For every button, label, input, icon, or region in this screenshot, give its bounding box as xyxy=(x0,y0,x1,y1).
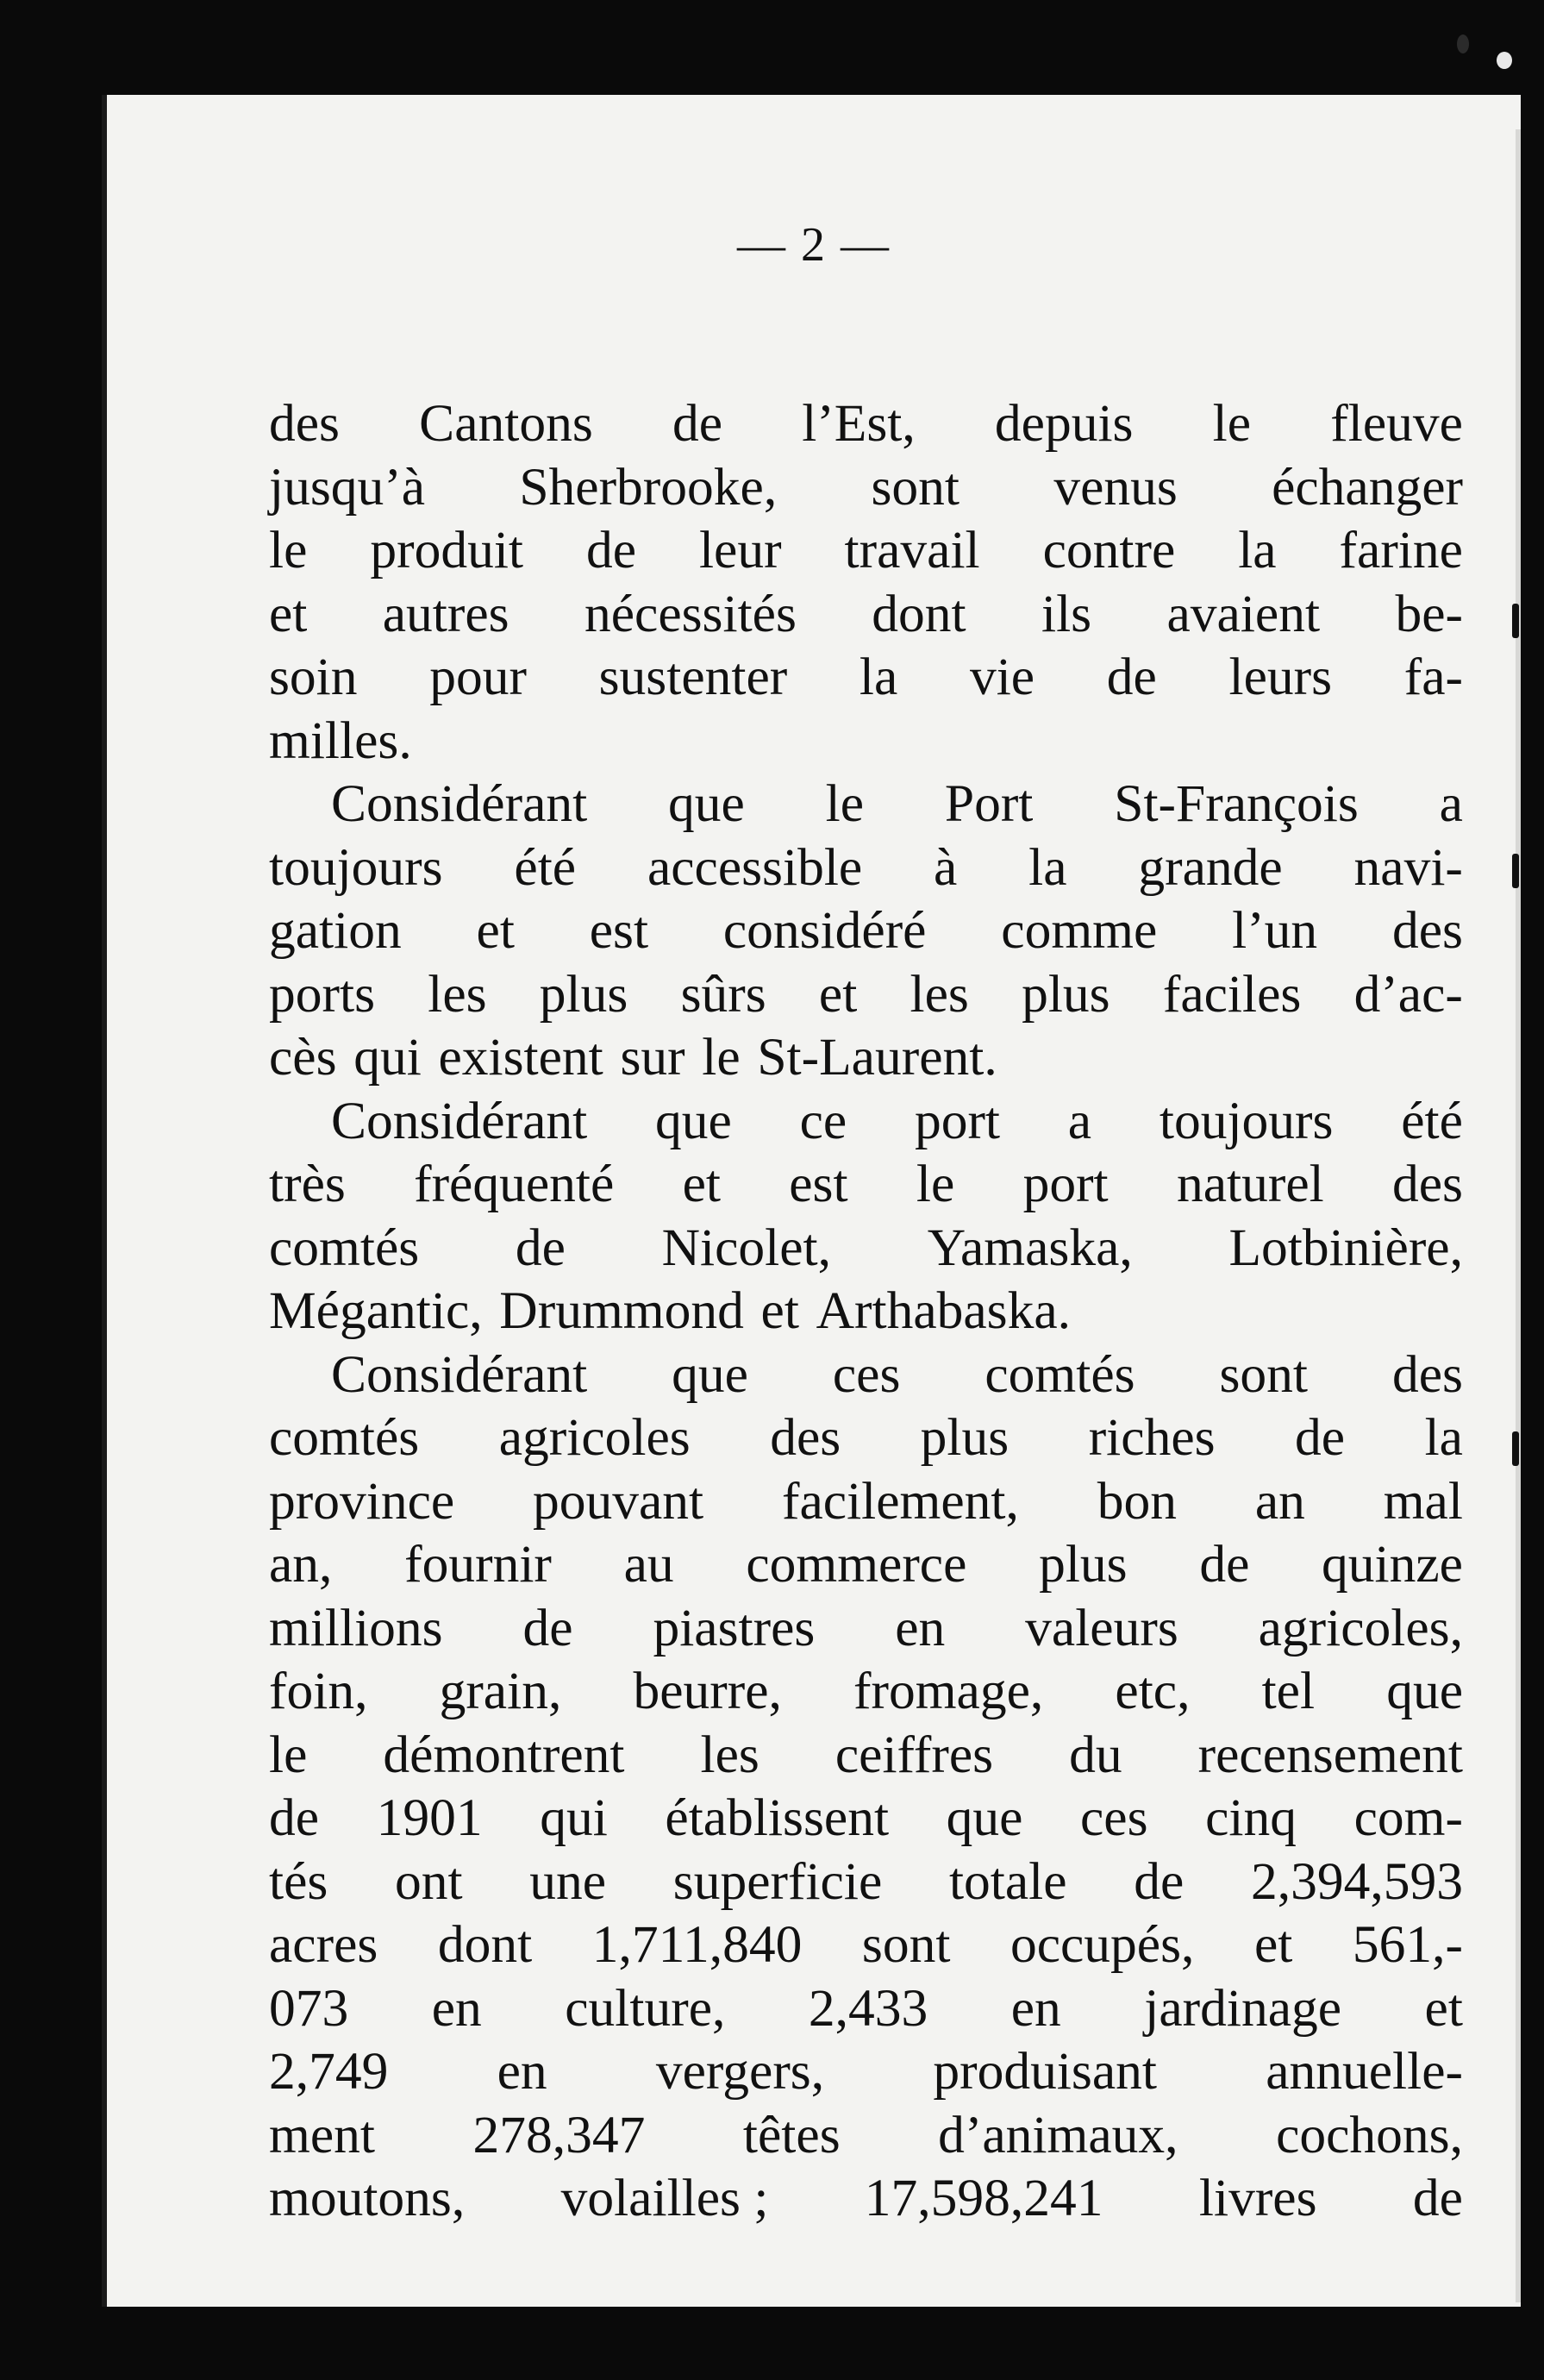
word: agricoles xyxy=(498,1408,691,1467)
word: des xyxy=(269,394,340,453)
word: sur xyxy=(620,1028,685,1087)
word: les xyxy=(428,964,487,1024)
word: et xyxy=(818,964,858,1024)
word: riches xyxy=(1088,1408,1216,1467)
word: culture, xyxy=(565,1978,726,2038)
word: depuis xyxy=(994,394,1134,453)
word: que xyxy=(668,774,745,833)
word: a xyxy=(1067,1091,1092,1150)
word: ces xyxy=(1080,1788,1148,1847)
text-line xyxy=(269,392,1463,456)
word: le xyxy=(269,1725,308,1784)
word: de xyxy=(1199,1535,1250,1594)
word: les xyxy=(700,1725,759,1784)
word: volailles ; xyxy=(560,2169,769,2227)
word: St-François xyxy=(1114,774,1359,833)
word: les xyxy=(910,964,969,1024)
word: 17,598,241 xyxy=(864,2169,1103,2227)
word: de xyxy=(1295,1408,1346,1467)
word: en xyxy=(497,2042,547,2101)
word: sont xyxy=(861,1915,951,1974)
text-line xyxy=(269,1597,1463,1661)
word: très xyxy=(269,1155,346,1213)
word: et xyxy=(1424,1978,1463,2038)
word: que xyxy=(1386,1662,1463,1720)
word: têtes xyxy=(742,2105,841,2164)
word: venus xyxy=(1053,457,1178,517)
word: au xyxy=(623,1535,674,1594)
word: et xyxy=(682,1155,721,1213)
word: le xyxy=(702,1028,741,1087)
word: le xyxy=(1212,394,1252,453)
word: d’animaux, xyxy=(938,2105,1178,2164)
word: gation xyxy=(269,901,402,960)
word: qui xyxy=(353,1028,422,1087)
word: de xyxy=(269,1788,320,1847)
page-edge xyxy=(1516,129,1521,2302)
word: des xyxy=(1391,901,1463,960)
word: ment xyxy=(269,2105,375,2164)
word: ceiffres xyxy=(835,1725,994,1784)
word: fleuve xyxy=(1330,394,1463,453)
text-line xyxy=(269,2104,1463,2168)
word: la xyxy=(1028,837,1067,897)
word: piastres xyxy=(653,1598,816,1657)
word: millions xyxy=(269,1598,443,1657)
text-line xyxy=(269,1533,1463,1597)
word: est xyxy=(589,901,649,960)
word: naturel xyxy=(1176,1155,1324,1213)
word: superficie xyxy=(672,1851,883,1911)
word: vergers, xyxy=(655,2042,825,2101)
word: Arthabaska. xyxy=(816,1281,1072,1340)
word: de xyxy=(522,1598,573,1657)
word: commerce xyxy=(746,1535,967,1594)
word: pouvant xyxy=(533,1471,704,1531)
word: soin xyxy=(269,648,358,706)
scan-speck xyxy=(1512,604,1519,638)
word: été xyxy=(514,837,577,897)
word: cès xyxy=(269,1028,337,1087)
text-line xyxy=(269,1913,1463,1977)
word: plus xyxy=(920,1408,1010,1467)
text-line xyxy=(269,1217,1463,1281)
word: que xyxy=(654,1091,732,1150)
word: comtés xyxy=(269,1218,420,1277)
word: accessible xyxy=(647,837,863,897)
word: produit xyxy=(370,521,523,579)
word: l’un xyxy=(1232,901,1318,960)
word: 1,711,840 xyxy=(591,1915,803,1974)
word: sustenter xyxy=(598,648,788,706)
word: et xyxy=(1253,1915,1293,1974)
word: comme xyxy=(1001,901,1158,960)
word: démontrent xyxy=(383,1725,625,1784)
word: et xyxy=(476,901,515,960)
text-line xyxy=(269,1660,1463,1724)
word: an, xyxy=(269,1535,333,1594)
word: beurre, xyxy=(633,1662,782,1720)
word: 073 xyxy=(269,1978,349,2038)
word: tel xyxy=(1261,1662,1316,1720)
word: travail xyxy=(844,521,980,579)
word: 278,347 xyxy=(472,2105,646,2164)
word: Mégantic, xyxy=(269,1281,483,1340)
word: foin, xyxy=(269,1662,368,1720)
word: de xyxy=(1412,2169,1463,2227)
word: quinze xyxy=(1322,1535,1463,1594)
scan-speck xyxy=(1457,34,1469,53)
word: fréquenté xyxy=(414,1155,615,1213)
word: produisant xyxy=(933,2042,1157,2101)
word: faciles xyxy=(1162,964,1302,1024)
text-line xyxy=(269,899,1463,963)
word: sont xyxy=(871,457,960,517)
text-line xyxy=(269,2167,1463,2231)
word: Considérant xyxy=(331,1344,588,1404)
text-line xyxy=(269,1343,1463,1407)
text-line xyxy=(269,1787,1463,1851)
text-line xyxy=(269,1280,1463,1343)
text-line xyxy=(269,1851,1463,1914)
word: nécessités xyxy=(584,584,797,643)
text-line xyxy=(269,583,1463,647)
word: de xyxy=(1106,648,1157,706)
word: bon xyxy=(1097,1471,1177,1531)
word: fa- xyxy=(1403,648,1463,706)
word: toujours xyxy=(1159,1091,1334,1150)
word: ont xyxy=(395,1851,463,1911)
word: Considérant xyxy=(331,774,588,833)
word: be- xyxy=(1395,584,1463,643)
word: com- xyxy=(1353,1788,1463,1847)
word: sont xyxy=(1219,1344,1309,1404)
word: agricoles, xyxy=(1258,1598,1463,1657)
word: farine xyxy=(1339,521,1463,579)
text-line xyxy=(269,2040,1463,2104)
word: livres xyxy=(1198,2169,1317,2227)
word: totale xyxy=(948,1851,1067,1911)
word: cochons, xyxy=(1276,2105,1463,2164)
word: jardinage xyxy=(1144,1978,1342,2038)
word: leur xyxy=(698,521,782,579)
word: que xyxy=(672,1344,748,1404)
word: et xyxy=(760,1281,799,1340)
word: ces xyxy=(832,1344,901,1404)
word: de xyxy=(585,521,636,579)
word: a xyxy=(1439,774,1463,833)
text-line xyxy=(269,1406,1463,1470)
word: 561,- xyxy=(1352,1915,1463,1974)
word: cinq xyxy=(1205,1788,1297,1847)
word: en xyxy=(895,1598,946,1657)
text-line xyxy=(269,1724,1463,1788)
word: de xyxy=(672,394,722,453)
word: fournir xyxy=(404,1535,552,1594)
word: tés xyxy=(269,1851,328,1911)
word: comtés xyxy=(269,1408,420,1467)
word: échanger xyxy=(1272,457,1463,517)
word: autres xyxy=(382,584,509,643)
word: etc, xyxy=(1115,1662,1191,1720)
word: Nicolet, xyxy=(661,1218,832,1277)
word: contre xyxy=(1042,521,1176,579)
page-number: — 2 — xyxy=(737,218,891,272)
scan-speck xyxy=(1512,1431,1519,1466)
text-line xyxy=(269,646,1463,710)
text-line xyxy=(269,963,1463,1027)
word: Drummond xyxy=(499,1281,744,1340)
word: grain, xyxy=(439,1662,562,1720)
word: des xyxy=(1392,1155,1463,1213)
word: ils xyxy=(1041,584,1092,643)
word: jusqu’à xyxy=(269,457,426,517)
word: le xyxy=(825,774,865,833)
word: été xyxy=(1401,1091,1463,1150)
word: 2,394,593 xyxy=(1250,1851,1463,1911)
word: comtés xyxy=(985,1344,1135,1404)
word: occupés, xyxy=(1010,1915,1195,1974)
word: qui xyxy=(540,1788,608,1847)
word: établissent xyxy=(665,1788,890,1847)
word: annuelle- xyxy=(1266,2042,1463,2101)
word: province xyxy=(269,1471,455,1531)
word: plus xyxy=(539,964,628,1024)
word: mal xyxy=(1383,1471,1463,1531)
text-line xyxy=(269,1977,1463,2041)
text-line xyxy=(269,836,1463,900)
word: existent xyxy=(438,1028,603,1087)
word: navi- xyxy=(1353,837,1463,897)
word: la xyxy=(859,648,898,706)
word: grande xyxy=(1138,837,1283,897)
word: dont xyxy=(872,584,966,643)
word: le xyxy=(916,1155,955,1213)
word: le xyxy=(269,521,308,579)
word: 2,433 xyxy=(808,1978,928,2038)
word: des xyxy=(770,1408,841,1467)
word: ports xyxy=(269,964,375,1024)
word: Lotbinière, xyxy=(1228,1218,1463,1277)
word: fromage, xyxy=(853,1662,1044,1720)
word: milles. xyxy=(269,711,412,770)
word: du xyxy=(1069,1725,1122,1784)
text-line xyxy=(269,710,1463,774)
word: pour xyxy=(429,648,527,706)
word: 2,749 xyxy=(269,2042,389,2101)
text-line xyxy=(269,1470,1463,1534)
text-line xyxy=(269,456,1463,520)
word: dont xyxy=(437,1915,533,1974)
text-line xyxy=(269,1090,1463,1154)
word: que xyxy=(946,1788,1023,1847)
word: recensement xyxy=(1197,1725,1463,1784)
text-line xyxy=(269,519,1463,583)
word: la xyxy=(1238,521,1277,579)
word: sûrs xyxy=(680,964,766,1024)
word: facilement, xyxy=(782,1471,1019,1531)
word: l’Est, xyxy=(802,394,916,453)
text-line xyxy=(269,1153,1463,1217)
word: vie xyxy=(969,648,1035,706)
word: et xyxy=(269,584,308,643)
word: St-Laurent. xyxy=(757,1028,997,1087)
word: des xyxy=(1391,1344,1463,1404)
word: plus xyxy=(1022,964,1110,1024)
word: avaient xyxy=(1166,584,1321,643)
word: en xyxy=(1010,1978,1061,2038)
word: leurs xyxy=(1228,648,1333,706)
book-page xyxy=(102,95,1521,2307)
word: une xyxy=(529,1851,607,1911)
word: d’ac- xyxy=(1353,964,1463,1024)
word: Considérant xyxy=(331,1091,588,1150)
word: ce xyxy=(799,1091,847,1150)
word: Sherbrooke, xyxy=(519,457,778,517)
word: Yamaska, xyxy=(927,1218,1133,1277)
word: Cantons xyxy=(419,394,593,453)
word: considéré xyxy=(722,901,927,960)
word: port xyxy=(914,1091,1001,1150)
text-line xyxy=(269,773,1463,836)
word: moutons, xyxy=(269,2169,466,2227)
word: est xyxy=(789,1155,848,1213)
word: de xyxy=(1134,1851,1185,1911)
body-text xyxy=(269,392,1463,2231)
word: valeurs xyxy=(1025,1598,1178,1657)
word: an xyxy=(1254,1471,1305,1531)
word: la xyxy=(1424,1408,1463,1467)
word: Port xyxy=(944,774,1034,833)
scan-speck xyxy=(1512,854,1519,888)
word: toujours xyxy=(269,837,443,897)
word: 1901 xyxy=(376,1788,483,1847)
word: plus xyxy=(1039,1535,1128,1594)
word: acres xyxy=(269,1915,378,1974)
word: à xyxy=(934,837,958,897)
text-line xyxy=(269,1026,1463,1090)
word: de xyxy=(515,1218,566,1277)
word: port xyxy=(1022,1155,1109,1213)
scan-speck xyxy=(1497,52,1512,69)
word: en xyxy=(431,1978,482,2038)
